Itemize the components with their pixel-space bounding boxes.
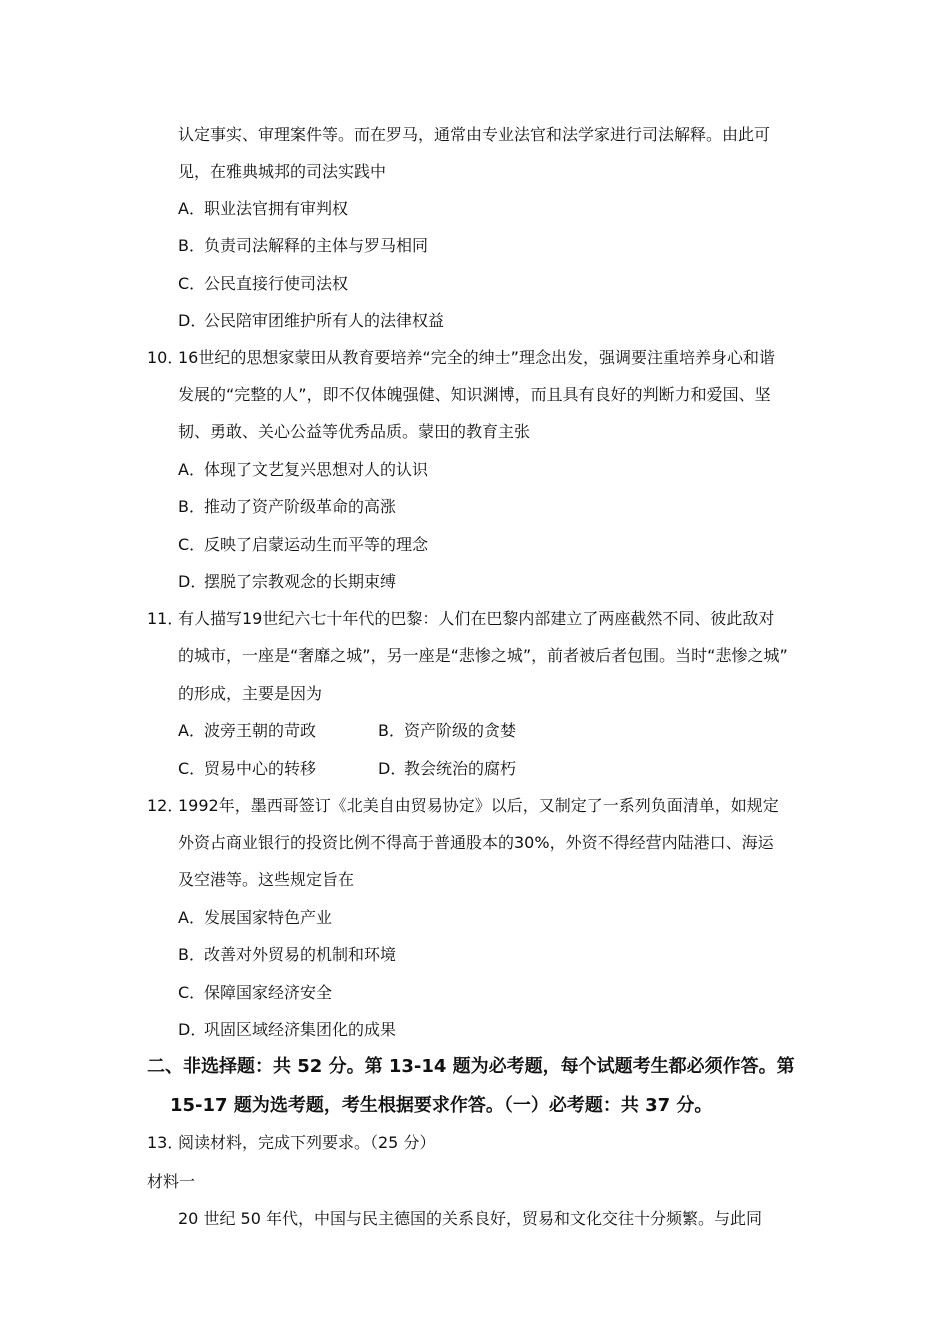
stem-text: 有人描写19世纪六七十年代的巴黎：人们在巴黎内部建立了两座截然不同、彼此敌对 — [178, 609, 775, 628]
option-letter: A． — [178, 460, 205, 479]
q9-stem-line-1: 认定事实、审理案件等。而在罗马，通常由专业法官和法学家进行司法解释。由此可 — [178, 125, 771, 144]
option-text: 贸易中心的转移 — [204, 759, 317, 778]
q9-option-b — [178, 235, 428, 257]
material-label: 材料一 — [147, 1172, 196, 1191]
option-text: 摆脱了宗教观念的长期束缚 — [204, 572, 397, 591]
stem-text: 16世纪的思想家蒙田从教育要培养“完全的绅士”理念出发，强调要注重培养身心和谐 — [178, 348, 775, 367]
section-heading-line-1: 二、非选择题：共 52 分。第 13-14 题为必考题，每个试题考生都必须作答。第 — [147, 1056, 795, 1077]
option-letter: C． — [178, 274, 206, 293]
option-letter: A． — [178, 908, 205, 927]
q11-option-b — [378, 720, 516, 742]
q12-option-a — [178, 907, 332, 929]
option-letter: B． — [178, 236, 205, 255]
option-text: 体现了文艺复兴思想对人的认识 — [204, 460, 429, 479]
question-number: 11． — [147, 609, 184, 628]
option-text: 改善对外贸易的机制和环境 — [204, 945, 397, 964]
option-text: 波旁王朝的苛政 — [204, 721, 317, 740]
q10-option-b — [178, 496, 396, 518]
q12-option-b — [178, 944, 396, 966]
q11-option-row-2 — [178, 758, 517, 780]
option-letter: B． — [178, 945, 205, 964]
q10-stem-line-2: 发展的“完整的人”，即不仅体魄强健、知识渊博，而且具有良好的判断力和爱国、坚 — [178, 385, 771, 404]
option-letter: D． — [178, 311, 207, 330]
q12-stem-line-1 — [147, 795, 779, 817]
option-text: 资产阶级的贪婪 — [404, 721, 517, 740]
option-letter: B． — [178, 497, 205, 516]
q11-option-d — [378, 758, 516, 780]
question-number: 12． — [147, 796, 184, 815]
q10-stem-line-1 — [147, 347, 775, 369]
stem-text: 阅读材料，完成下列要求。（25 分） — [178, 1133, 436, 1152]
q11-stem-line-2: 的城市，一座是“奢靡之城”，另一座是“悲惨之城”，前者被后者包围。当时“悲惨之城” — [178, 646, 788, 665]
q10-option-a — [178, 459, 428, 481]
option-letter: C． — [178, 535, 206, 554]
q13-stem — [147, 1132, 435, 1154]
option-text: 巩固区域经济集团化的成果 — [204, 1020, 397, 1039]
q10-option-c — [178, 534, 428, 556]
q12-stem-line-3: 及空港等。这些规定旨在 — [178, 870, 355, 889]
stem-text: 1992年，墨西哥签订《北美自由贸易协定》以后，又制定了一系列负面清单，如规定 — [178, 796, 779, 815]
option-text: 推动了资产阶级革命的高涨 — [204, 497, 397, 516]
option-letter: A． — [178, 199, 205, 218]
q11-stem-line-1 — [147, 608, 774, 630]
option-letter: A． — [178, 721, 205, 740]
option-letter: C． — [178, 759, 206, 778]
option-letter: C． — [178, 983, 206, 1002]
q9-option-a — [178, 198, 348, 220]
option-text: 发展国家特色产业 — [204, 908, 333, 927]
option-text: 公民直接行使司法权 — [204, 274, 349, 293]
option-letter: B． — [378, 721, 405, 740]
section-heading-line-2: 15-17 题为选考题，考生根据要求作答。（一）必考题：共 37 分。 — [170, 1095, 713, 1116]
question-number: 13． — [147, 1133, 184, 1152]
q12-option-c — [178, 982, 332, 1004]
option-letter: D． — [178, 1020, 207, 1039]
option-text: 负责司法解释的主体与罗马相同 — [204, 236, 429, 255]
option-text: 教会统治的腐朽 — [404, 759, 517, 778]
q12-option-d — [178, 1019, 396, 1041]
option-text: 公民陪审团维护所有人的法律权益 — [204, 311, 445, 330]
q11-stem-line-3: 的形成，主要是因为 — [178, 684, 323, 703]
option-letter: D． — [178, 572, 207, 591]
option-letter: D． — [378, 759, 407, 778]
q10-option-d — [178, 571, 396, 593]
option-text: 职业法官拥有审判权 — [204, 199, 349, 218]
q9-stem-line-2: 见，在雅典城邦的司法实践中 — [178, 162, 387, 181]
q11-option-row-1 — [178, 720, 517, 742]
option-text: 反映了启蒙运动生而平等的理念 — [204, 535, 429, 554]
option-text: 保障国家经济安全 — [204, 983, 333, 1002]
question-number: 10． — [147, 348, 184, 367]
q9-option-c — [178, 273, 348, 295]
q12-stem-line-2: 外资占商业银行的投资比例不得高于普通股本的30%，外资不得经营内陆港口、海运 — [178, 833, 774, 852]
material-text-line-1: 20 世纪 50 年代，中国与民主德国的关系良好，贸易和文化交往十分频繁。与此同 — [178, 1209, 762, 1228]
q10-stem-line-3: 韧、勇敢、关心公益等优秀品质。蒙田的教育主张 — [178, 422, 531, 441]
q9-option-d — [178, 310, 444, 332]
